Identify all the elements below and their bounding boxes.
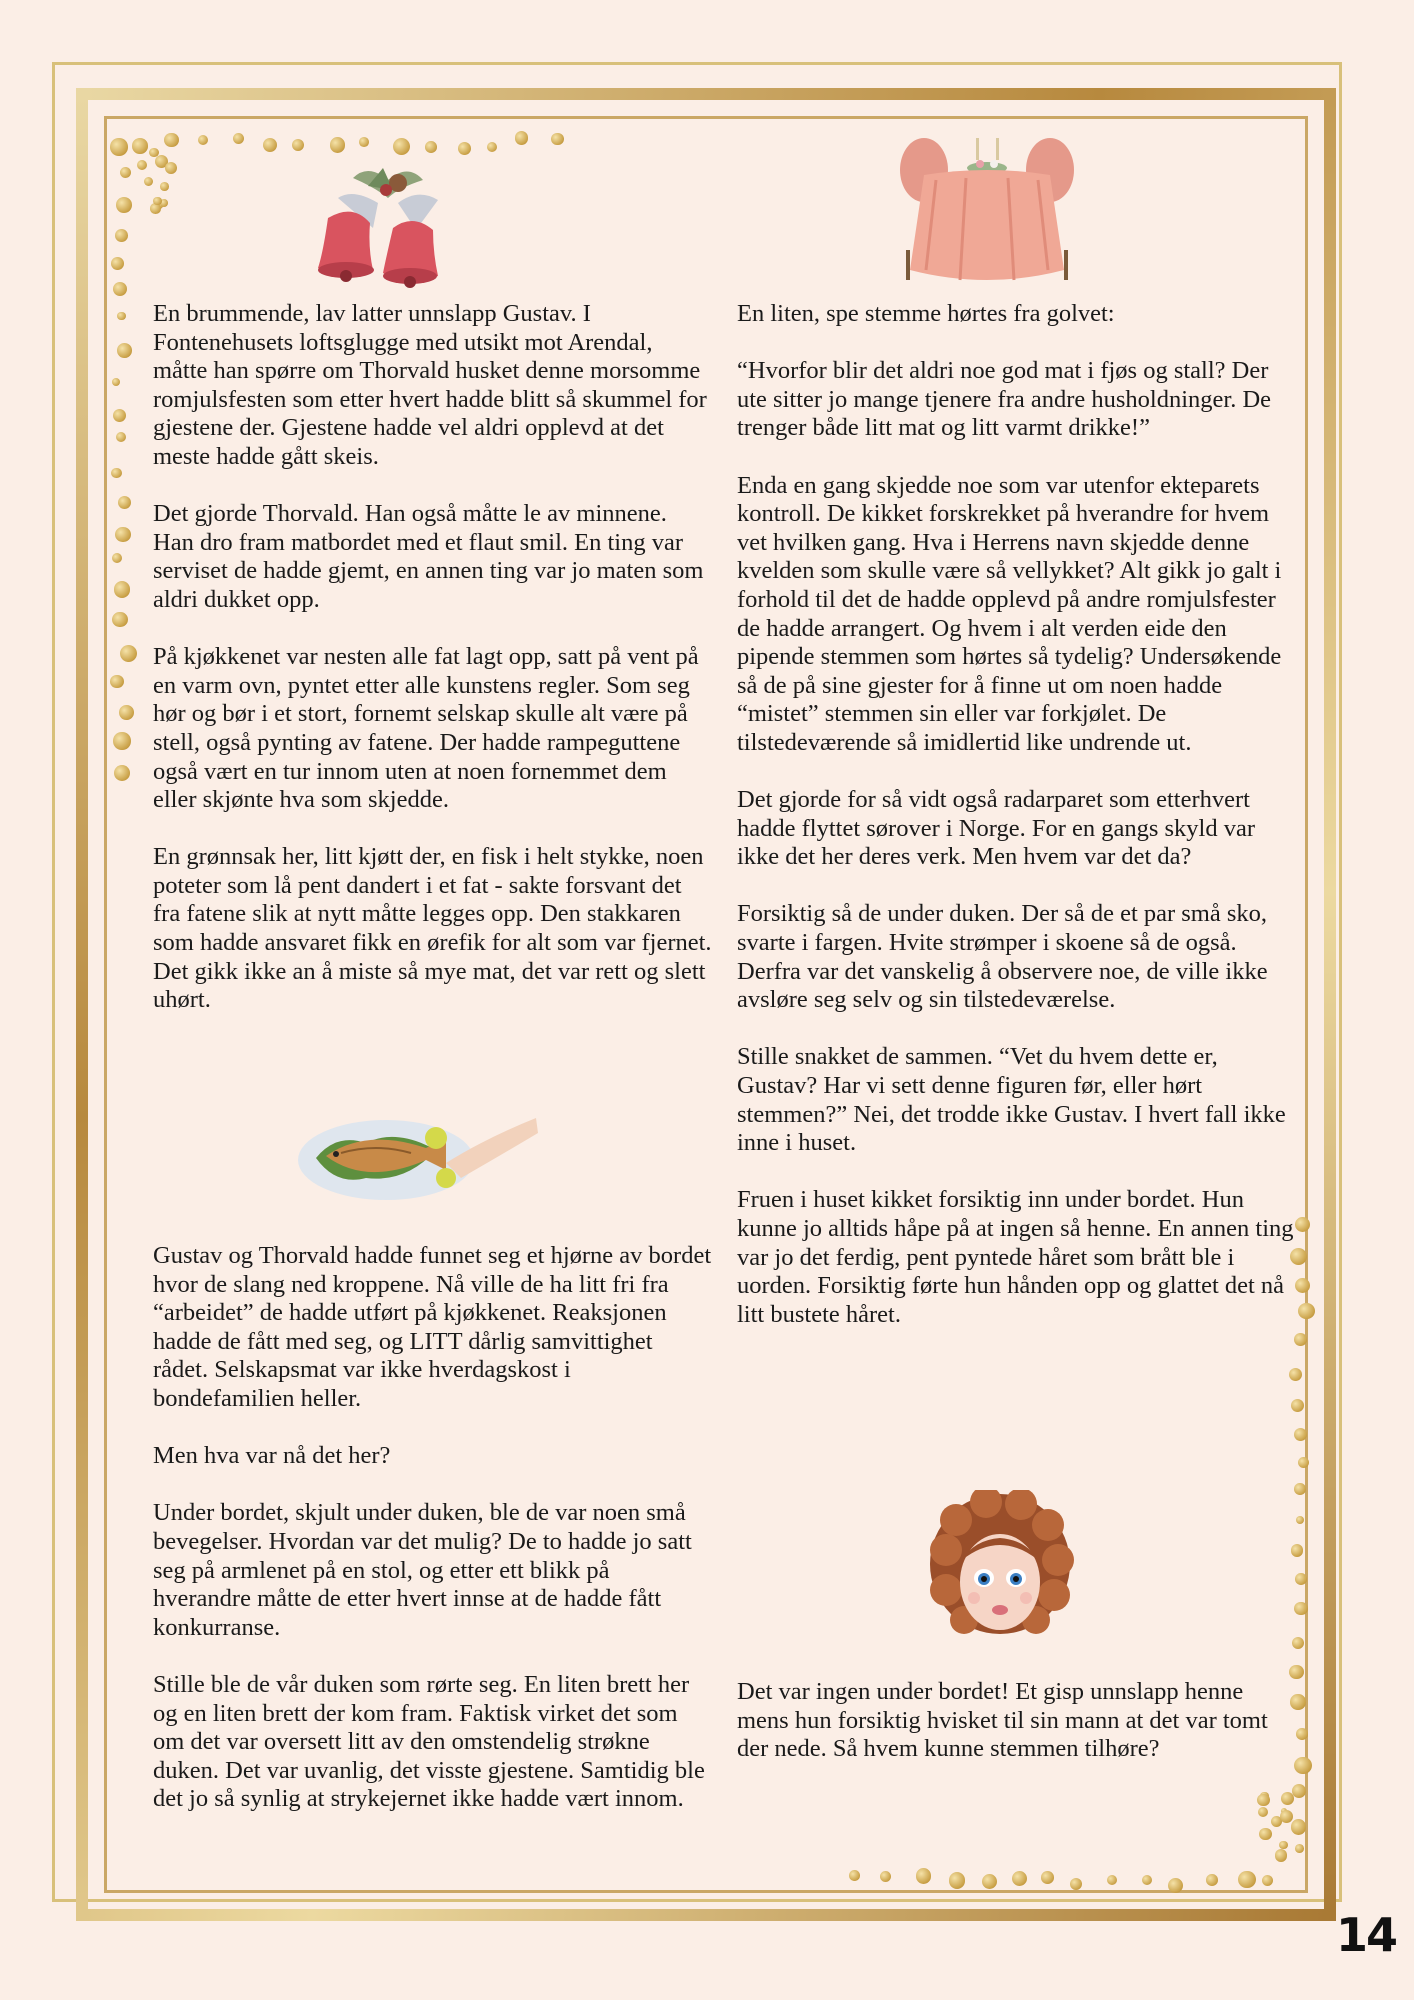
gold-dot: [153, 197, 161, 205]
gold-dot: [117, 343, 132, 358]
dining-table-icon: [896, 130, 1078, 290]
paragraph: “Hvorfor blir det aldri noe god mat i fjøs og stall? Der ute sitter jo mange tjenere fra andre husholdninger. De trenger både litt mat og litt varmt drikke!”: [737, 357, 1272, 442]
paragraph: Stille snakket de sammen. “Vet du hvem dette er, Gustav? Har vi sett denne figuren før, eller hørt stemmen?” Nei, det trodde ikke Gustav. I hvert fall ikke inne i huset.: [737, 1043, 1286, 1157]
paragraph: Det gjorde for så vidt også radarparet som etterhvert hadde flyttet sørover i Norge. For en gangs skyld var ikke det her deres verk. Men hvem var det da?: [737, 786, 1256, 871]
gold-dot: [1291, 1819, 1307, 1835]
gold-dot: [1291, 1544, 1304, 1557]
gold-dot: [1279, 1841, 1287, 1849]
gold-dot: [487, 142, 497, 152]
gold-dot: [113, 732, 130, 749]
gold-dot: [1292, 1637, 1304, 1649]
left-column-lower: [153, 1242, 713, 1842]
gold-dot: [111, 257, 124, 270]
gold-dot: [115, 229, 128, 242]
paragraph: Under bordet, skjult under duken, ble de var noen små bevegelser. Hvordan var det mulig? De to hadde jo satt seg på armlenet på en stol, og etter ett blikk på hverandre måtte de etter hvert innse at de hadde fått konkurranse.: [153, 1499, 692, 1641]
gold-dot: [849, 1870, 860, 1881]
paragraph: Gustav og Thorvald hadde funnet seg et hjørne av bordet hvor de slang ned kroppene. Nå ville de ha litt fri fra “arbeidet” de hadde utført på kjøkkenet. Reaksjonen hadde de fått med seg, og LITT dårlig samvittighet rådet. Selskapsmat var ikke hverdagskost i bondefamilien heller.: [153, 1242, 712, 1412]
gold-dot: [1041, 1871, 1054, 1884]
paragraph: En brummende, lav latter unnslapp Gustav. I Fontenehusets loftsglugge med utsikt mot Arendal, måtte han spørre om Thorvald husket denne morsomme romjulsfesten som etter hvert hadde blitt så skummel for gjestene der. Gjestene hadde vel aldri opplevd at det meste hadde gått skeis.: [153, 300, 707, 470]
gold-dot: [164, 133, 179, 148]
gold-dot: [1294, 1483, 1306, 1495]
paragraph: Stille ble de vår duken som rørte seg. En liten brett her og en liten brett der kom fram. Faktisk virket det som om det var oversett litt av den omstendelig strøkne duken. Det var uvanlig, det visste gjestene. Samtidig ble det jo så synlig at strykejernet ikke hadde vært innom.: [153, 1670, 705, 1813]
paragraph: Men hva var nå det her?: [153, 1442, 391, 1470]
paragraph: Det gjorde Thorvald. Han også måtte le av minnene. Han dro fram matbordet med et flaut smil. En ting var serviset de hadde gjemt, en annen ting var jo maten som aldri dukket opp.: [153, 500, 704, 613]
gold-dot: [149, 148, 158, 157]
gold-dot: [112, 612, 127, 627]
gold-dot: [1259, 1828, 1271, 1840]
gold-dot: [393, 138, 410, 155]
gold-dot: [359, 137, 369, 147]
gold-dot: [1294, 1602, 1307, 1615]
gold-dot: [198, 135, 208, 145]
gold-dot: [112, 378, 120, 386]
gold-dot: [1275, 1849, 1287, 1861]
gold-dot: [1070, 1878, 1082, 1890]
page-number: 14: [1335, 1908, 1396, 1962]
gold-dot: [1258, 1807, 1268, 1817]
gold-dot: [114, 765, 130, 781]
christmas-bells-icon: [298, 158, 468, 294]
gold-dot: [515, 131, 528, 144]
paragraph: På kjøkkenet var nesten alle fat lagt opp, satt på vent på en varm ovn, pyntet etter alle kunstens regler. Som seg hør og bør i et stort, fornemt selskap skulle alt være på stell, også pynting av fatene. Der hadde rampeguttene også vært en tur innom uten at noen fornemmet dem eller skjønte hva som skjedde.: [153, 643, 699, 814]
gold-dot: [113, 409, 126, 422]
gold-dot: [119, 705, 134, 720]
gold-dot: [116, 432, 126, 442]
gold-dot: [116, 197, 132, 213]
gold-dot: [949, 1872, 966, 1889]
curly-haired-girl-icon: [926, 1490, 1074, 1650]
gold-dot: [1257, 1794, 1270, 1807]
gold-dot: [110, 138, 127, 155]
gold-dot: [120, 645, 137, 662]
gold-dot: [160, 182, 169, 191]
paragraph: Forsiktig så de under duken. Der så de et par små sko, svarte i fargen. Hvite strømper i skoene så de også. Derfra var det vanskelig å observere noe, de ville ikke avsløre seg selv og sin tilstedeværelse.: [737, 900, 1268, 1014]
gold-dot: [1295, 1573, 1307, 1585]
gold-dot: [110, 675, 123, 688]
gold-dot: [111, 468, 121, 478]
fish-platter-icon: [296, 1098, 540, 1208]
paragraph: En liten, spe stemme hørtes fra golvet:: [737, 300, 1115, 327]
gold-dot: [1142, 1875, 1152, 1885]
gold-dot: [1281, 1792, 1294, 1805]
paragraph: En grønnsak her, litt kjøtt der, en fisk i helt stykke, noen poteter som lå pent dandert i et fat - sakte forsvant det fra fatene slik at nytt måtte legges opp. Den stakkaren som hadde ansvaret fikk en ørefik for alt som var fjernet. Det gikk ikke an å miste så mye mat, det var rett og slett uhørt.: [153, 843, 712, 1014]
paragraph: Enda en gang skjedde noe som var utenfor ekteparets kontroll. De kikket forskrekket på hverandre for hvem vet hvilken gang. Hva i Herrens navn skjedde denne kvelden som skulle være så vellykket? Alt gikk jo galt i forhold til det de hadde opplevd på andre romjulsfester de hadde arrangert. Og hvem i alt verden eide den pipende stemmen som hørtes så tydelig? Undersøkende så de på sine gjester for å finne ut om noen hadde “mistet” stemmen sin eller var forkjølet. De tilstedeværende så imidlertid like undrende ut.: [737, 471, 1282, 756]
gold-dot: [982, 1874, 997, 1889]
left-column: [153, 300, 713, 1043]
gold-dot: [120, 167, 131, 178]
gold-dot: [1298, 1457, 1309, 1468]
gold-dot: [114, 581, 131, 598]
gold-dot: [1238, 1871, 1255, 1888]
right-column-lower: [737, 1678, 1299, 1792]
gold-dot: [115, 527, 130, 542]
gold-dot: [1262, 1875, 1273, 1886]
gold-dot: [330, 137, 345, 152]
gold-dot: [112, 553, 122, 563]
gold-dot: [1291, 1399, 1304, 1412]
gold-dot: [1298, 1303, 1315, 1320]
gold-dot: [132, 138, 148, 154]
paragraph: Fruen i huset kikket forsiktig inn under bordet. Hun kunne jo alltids håpe på at ingen så henne. En annen ting var jo det ferdig, pent pyntede håret som brått ble i uorden. Forsiktig førte hun hånden opp og glattet det nå litt bustete håret.: [737, 1186, 1294, 1328]
gold-dot: [165, 162, 177, 174]
right-column: [737, 300, 1299, 1358]
gold-dot: [113, 282, 127, 296]
paragraph: Det var ingen under bordet! Et gisp unnslapp henne mens hun forsiktig hvisket til sin mann at det var tomt der nede. Så hvem kunne stemmen tilhøre?: [737, 1678, 1268, 1763]
